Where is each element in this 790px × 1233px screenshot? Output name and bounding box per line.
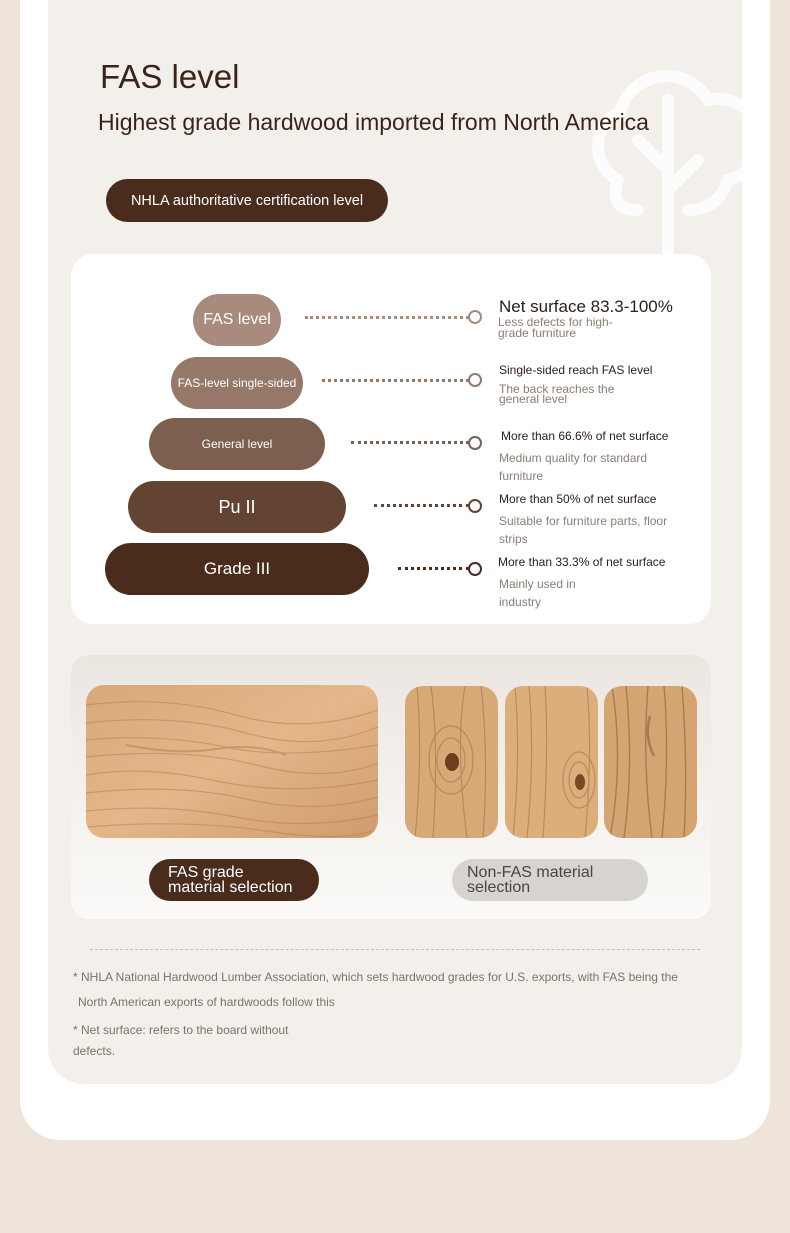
dashed-divider (90, 949, 700, 950)
non-fas-selection-text: Non-FAS material selection (467, 864, 594, 896)
grade-detail: The back reaches the general level (499, 382, 615, 406)
non-fas-selection-label (452, 859, 648, 901)
non-fas-wood-image (604, 686, 697, 838)
grade-pill-fas: FAS level (193, 294, 281, 346)
certification-badge: NHLA authoritative certification level (106, 179, 388, 222)
fas-wood-image (86, 685, 378, 838)
grade-heading: Single-sided reach FAS level (499, 363, 653, 377)
grade-heading: Net surface 83.3-100% (499, 297, 673, 316)
connector-dots (305, 316, 469, 319)
connector-dots (351, 441, 469, 444)
connector-dots (374, 504, 469, 507)
grade-heading: More than 33.3% of net surface (498, 555, 666, 569)
grade-pill-pu2: Pu II (128, 481, 346, 533)
tree-icon (578, 60, 742, 260)
page-subtitle: Highest grade hardwood imported from North America (98, 109, 649, 135)
grade-pill-grade3: Grade III (105, 543, 369, 595)
connector-ring (468, 373, 482, 387)
grade-heading: More than 50% of net surface (499, 492, 657, 506)
grade-detail: Less defects for high-grade furniture (498, 315, 613, 340)
connector-dots (322, 379, 469, 382)
grade-pill-fas-single: FAS-level single-sided (171, 357, 303, 409)
grade-heading: More than 66.6% of net surface (501, 429, 669, 443)
footnote-net-surface: * Net surface: refers to the board without defects. (73, 1023, 289, 1058)
connector-ring (468, 562, 482, 576)
grade-detail: Mainly used in industry (499, 577, 576, 609)
connector-dots (398, 567, 469, 570)
grade-pyramid-panel (71, 254, 711, 624)
connector-ring (468, 310, 482, 324)
footnote-exports: North American exports of hardwoods follow this (78, 995, 335, 1009)
footnote-nhla: * NHLA National Hardwood Lumber Association, which sets hardwood grades for U.S. exports, with FAS being the (73, 970, 678, 984)
page-title: FAS level (100, 58, 240, 95)
grade-detail: Suitable for furniture parts, floor strips (499, 514, 668, 546)
grade-detail: Medium quality for standard furniture (499, 451, 648, 483)
fas-selection-label (149, 859, 319, 901)
connector-ring (468, 499, 482, 513)
fas-selection-text: FAS grade material selection (168, 864, 293, 896)
material-comparison-panel (71, 655, 711, 919)
connector-ring (468, 436, 482, 450)
fas-card (48, 0, 742, 1084)
grade-pill-general: General level (149, 418, 325, 470)
non-fas-wood-image (505, 686, 598, 838)
non-fas-wood-image (405, 686, 498, 838)
